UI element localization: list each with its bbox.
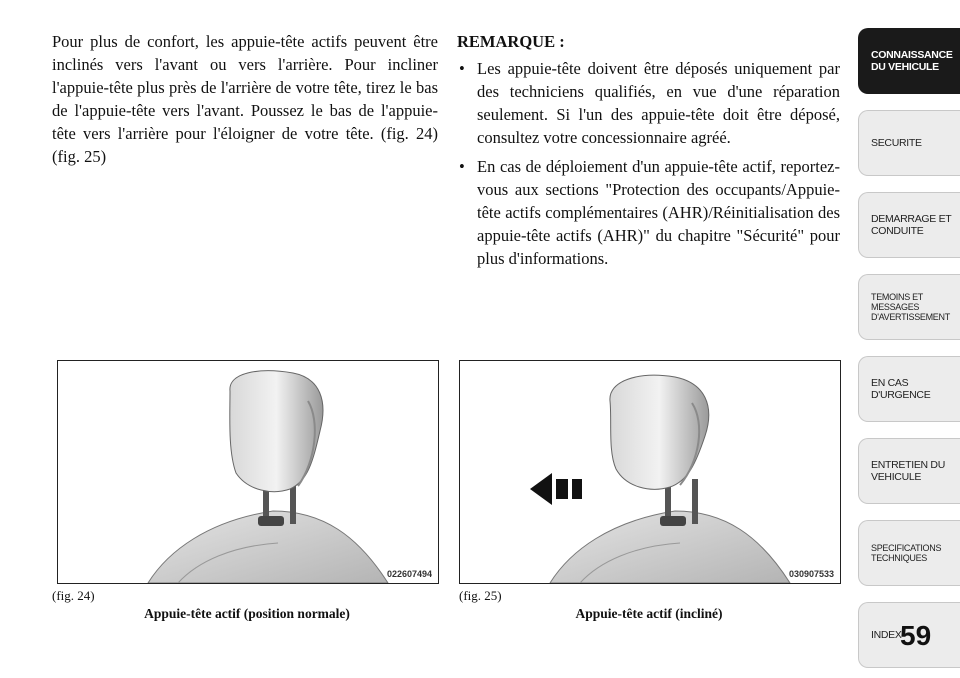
bullet-icon: •	[459, 157, 465, 176]
body-paragraph: Pour plus de confort, les appuie-tête actifs peuvent être inclinés vers l'avant ou vers l'arrière. Pour incliner l'appuie-tête plus près de l'arrière de votre tête, tirez le bas de l'appuie-tête vers l'avant. Poussez le bas de l'appuie-tête vers l'arrière pour l'éloigner de votre tête. (fig. 24) (fig. 25)	[52, 32, 438, 166]
figure-code: 022607494	[386, 569, 432, 579]
figure-25-caption: Appuie-tête actif (incliné)	[575, 606, 723, 621]
figure-24-number: (fig. 24)	[52, 588, 95, 603]
headrest-normal-illustration	[58, 361, 438, 583]
headrest-tilted-illustration	[460, 361, 840, 583]
tab-entretien-du-vehicule[interactable]: ENTRETIEN DU VEHICULE	[858, 438, 960, 504]
tab-en-cas-d-urgence[interactable]: EN CAS D'URGENCE	[858, 356, 960, 422]
forward-arrow-icon	[530, 473, 582, 505]
tab-specifications-techniques[interactable]: SPECIFICATIONS TECHNIQUES	[858, 520, 960, 586]
note-list	[457, 57, 840, 270]
figure-24-caption: Appuie-tête actif (position normale)	[144, 606, 350, 621]
note-item	[457, 155, 840, 270]
tab-securite[interactable]: SECURITE	[858, 110, 960, 176]
figure-code: 030907533	[788, 569, 834, 579]
note-item	[457, 57, 840, 149]
note-title: REMARQUE :	[457, 32, 565, 51]
figure-25-number: (fig. 25)	[459, 588, 502, 603]
figure-25-illustration	[459, 360, 841, 584]
note-item-text: En cas de déploiement d'un appuie-tête actif, reportez-vous aux sections "Protection des occupants/Appuie-tête actifs complémentaires (AHR)/Réinitialisation des appuie-tête actifs (AHR)" du chapitre "Sécurité" pour plus d'informations.	[477, 157, 840, 268]
tab-demarrage-et-conduite[interactable]: DEMARRAGE ET CONDUITE	[858, 192, 960, 258]
tab-connaissance-du-vehicule[interactable]: CONNAISSANCE DU VEHICULE	[858, 28, 960, 94]
note-item-text: Les appuie-tête doivent être déposés uniquement par des techniciens qualifiés, en vue d'une réparation seulement. Si l'un des appuie-tête doit être déposé, consultez votre concessionnaire agréé.	[477, 59, 840, 147]
note-block	[457, 30, 840, 276]
tab-temoins-et-messages[interactable]: TEMOINS ET MESSAGES D'AVERTISSEMENT	[858, 274, 960, 340]
figure-24-illustration	[57, 360, 439, 584]
tab-index[interactable]: INDEX	[858, 602, 960, 668]
bullet-icon: •	[459, 59, 465, 78]
page-number: 59	[900, 620, 932, 651]
